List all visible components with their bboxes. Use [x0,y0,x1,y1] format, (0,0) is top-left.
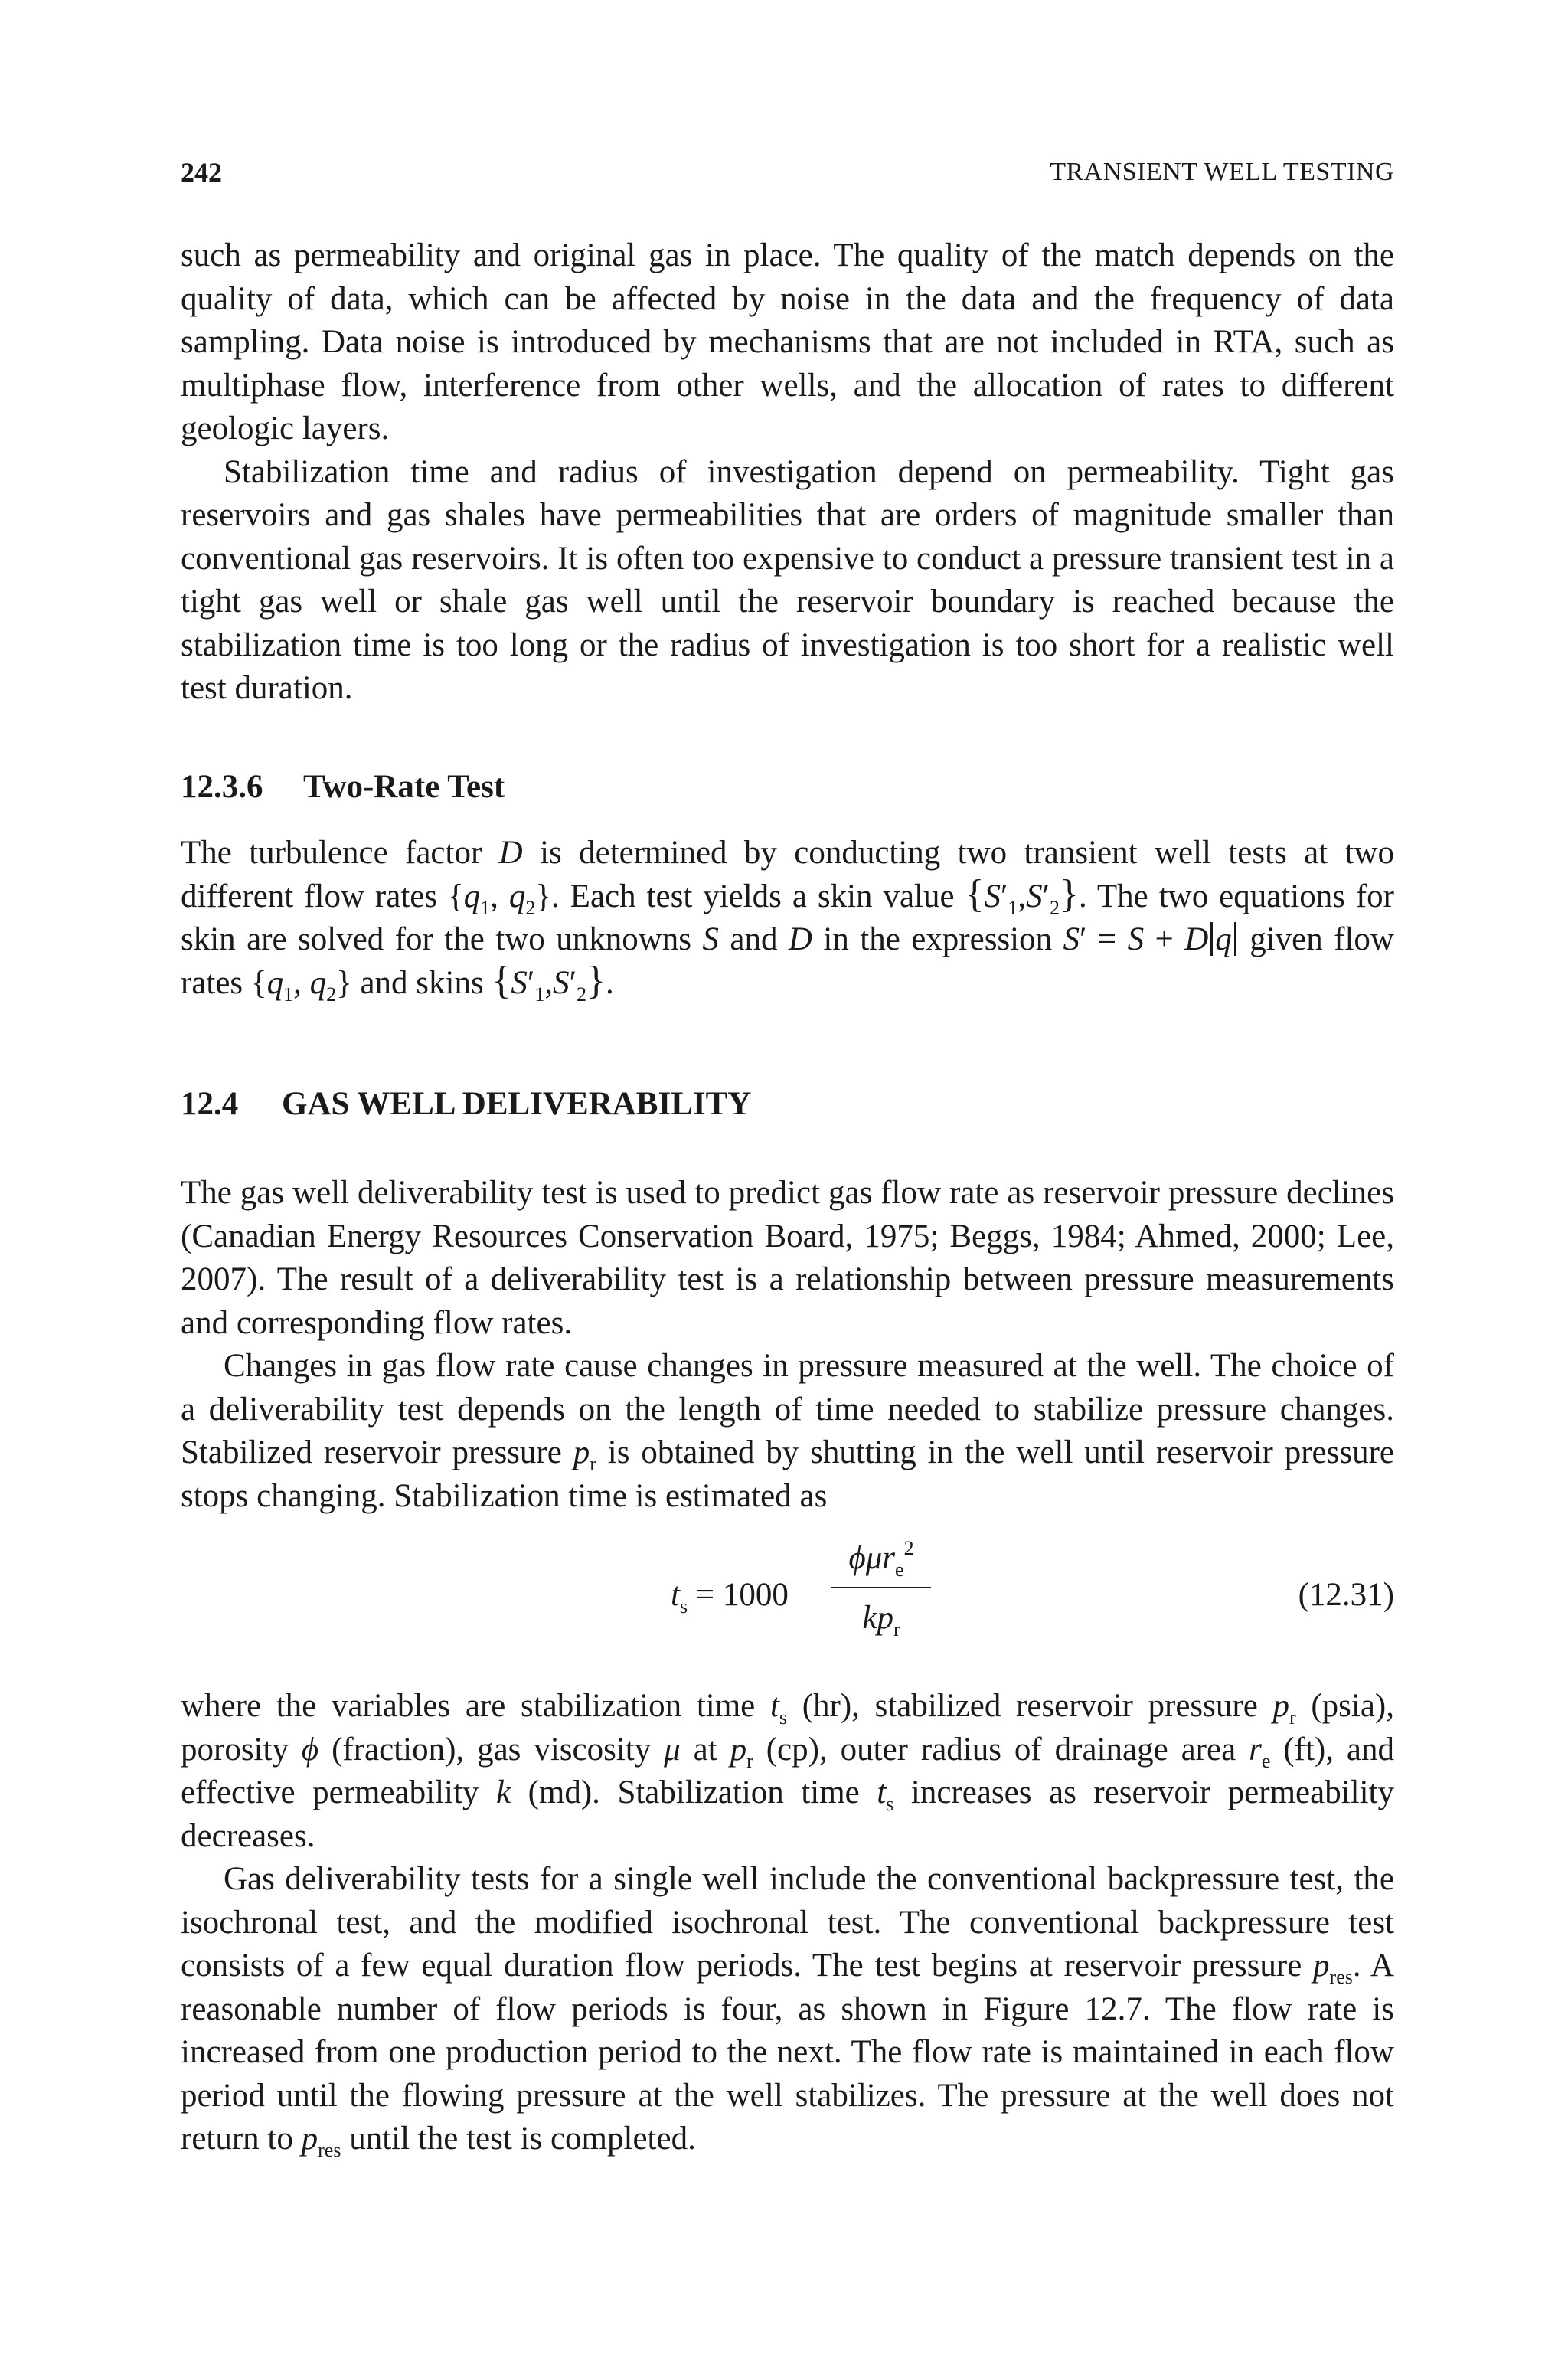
page-number: 242 [181,157,222,188]
paragraph-stabilization-time: Stabilization time and radius of investigation depend on permeability. Tight gas reservoirs and gas shales have permeabilities that are orders of magnitude smaller than conventional gas reservoirs. It is often too expensive to conduct a pressure transient test in a tight gas well or shale gas well until the reservoir boundary is reached because the stabilization time is too long or the radius of investigation is too short for a realistic well test duration. [181,453,1394,706]
equation-lhs: $t_s = 1000$ [671,1577,789,1617]
subsection-number: 12.3.6 [181,769,263,805]
running-title: TRANSIENT WELL TESTING [1050,158,1394,186]
paragraph-block-1 [181,234,1394,711]
section-title: GAS WELL DELIVERABILITY [282,1086,752,1122]
paragraph-flow-rate-changes: Changes in gas flow rate cause changes in pressure measured at the well. The choice of a deliverability test depends on the length of time needed to stabilize pressure changes. Stabilized reservoir pressure $p_r$ is obtained by shutting in the well until reservoir pressure stops changing. Stabilization time is estimated as [181,1348,1394,1514]
fraction-numerator: ϕμr$_e^2$ [848,1537,914,1581]
fraction-denominator: $kp_r$ [862,1600,900,1640]
subsection-title: Two-Rate Test [303,769,505,805]
paragraph-turbulence-factor: The turbulence factor D is determined by conducting two transient well tests at two different flow rates {$q_1$, $q_2$}. Each test yields a skin value $\{S'_1,S'_2\}$. The two equations for skin are solved for the two unknowns S and D in the expression S′ = S + D q given flow rates {$q_1$, $q_2$} and skins $\{S'_1,S'_2\}$. [181,835,1395,1006]
running-head [181,153,1394,191]
section-number: 12.4 [181,1086,239,1122]
paragraph-block-final [181,1685,1394,2161]
paragraph-two-rate-test [181,832,1394,1005]
paragraph-variables: where the variables are stabilization time $t_s$ (hr), stabilized reservoir pressure $p_r$ (psia), porosity ϕ (fraction), gas viscosity μ at $p_r$ (cp), outer radius of drainage area $r_e$ (ft), and effective permeability k (md). Stabilization time $t_s$ increases as reservoir permeability decreases. [181,1688,1394,1854]
equation-number: (12.31) [1298,1577,1394,1613]
paragraph-deliverability-intro: The gas well deliverability test is used to predict gas flow rate as reservoir pressure declines (Canadian Energy Resources Conservation Board, 1975; Beggs, 1984; Ahmed, 2000; Lee, 2007). The result of a deliverability test is a relationship between pressure measurements and corresponding flow rates. [181,1175,1394,1341]
paragraph-block-deliverability [181,1172,1394,1518]
subsection-heading [181,766,1394,809]
paragraph-backpressure-tests: Gas deliverability tests for a single well include the conventional backpressure test, the isochronal test, and the modified isochronal test. The conventional backpressure test consists of a few equal duration flow periods. The test begins at reservoir pressure $p_{res}$. A reasonable number of flow periods is four, as shown in Figure 12.7. The flow rate is increased from one production period to the next. The flow rate is maintained in each flow period until the flowing pressure at the well stabilizes. The pressure at the well does not return to $p_{res}$ until the test is completed. [181,1861,1394,2161]
section-heading [181,1083,1394,1126]
equation-12-31 [181,1539,1394,1662]
paragraph-rta-noise: such as permeability and original gas in place. The quality of the match depends on the quality of data, which can be affected by noise in the data and the frequency of data sampling. Data noise is introduced by mechanisms that are not included in RTA, such as multiphase flow, interference from other wells, and the allocation of rates to different geologic layers. [181,237,1394,446]
fraction-bar [831,1587,931,1588]
